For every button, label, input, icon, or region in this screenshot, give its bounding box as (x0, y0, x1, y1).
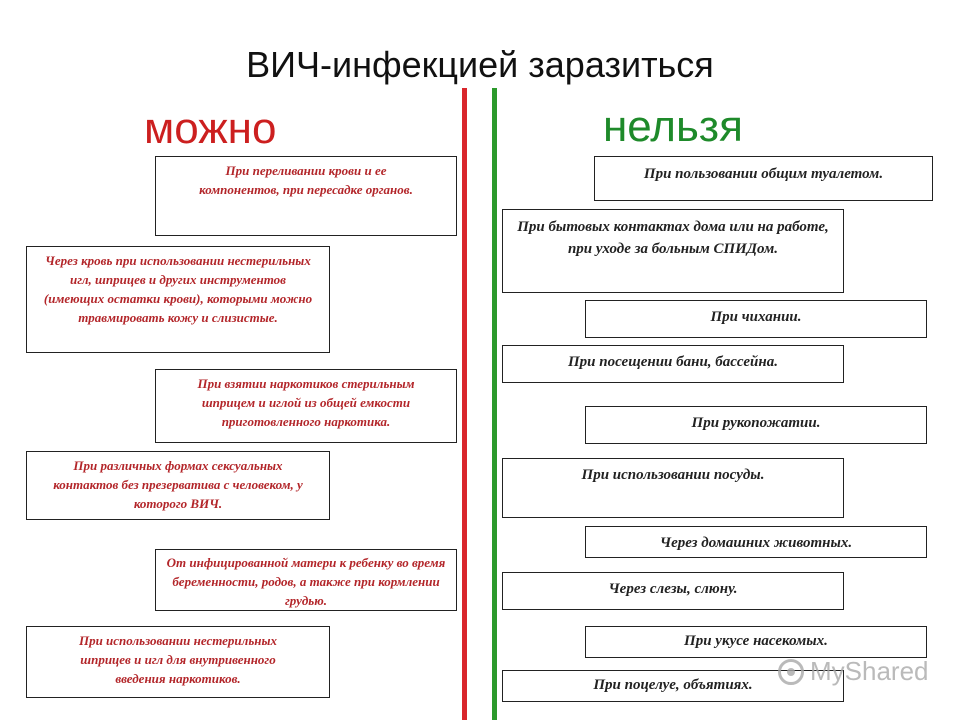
watermark (778, 656, 929, 687)
left-item-transfusion: При переливании крови и ее компонентов, при пересадке органов. (155, 156, 457, 236)
slide-title: ВИЧ-инфекцией заразиться (246, 44, 714, 85)
right-item-dishes: При использовании посуды. (502, 458, 844, 518)
right-item-sneezing: При чихании. (585, 300, 927, 338)
left-item-sexual: При различных формах сексуальных контактов без презерватива с человеком, у которого ВИЧ. (26, 451, 330, 520)
right-item-pets: Через домашних животных. (585, 526, 927, 558)
heading-can: можно (144, 104, 277, 153)
right-item-household: При бытовых контактах дома или на работе, при уходе за больным СПИДом. (502, 209, 844, 293)
left-item-mother-child: От инфицированной матери к ребенку во время беременности, родов, а также при кормлении грудью. (155, 549, 457, 611)
left-item-shared-drug: При взятии наркотиков стерильным шприцем и иглой из общей емкости приготовленного наркотика. (155, 369, 457, 443)
divider-red (462, 88, 467, 720)
right-item-toilet: При пользовании общим туалетом. (594, 156, 933, 201)
right-item-kiss-hug: При поцелуе, объятиях. (502, 670, 844, 702)
divider-green (492, 88, 497, 720)
watermark-text: MyShared (810, 656, 929, 686)
right-item-handshake: При рукопожатии. (585, 406, 927, 444)
right-item-tears-saliva: Через слезы, слюну. (502, 572, 844, 610)
heading-cannot: нельзя (603, 102, 743, 151)
left-item-needles: Через кровь при использовании нестерильных игл, шприцев и других инструментов (имеющих остатки крови), которыми можно травмировать кожу и слизистые. (26, 246, 330, 353)
watermark-logo-icon (778, 659, 804, 685)
right-item-bath-pool: При посещении бани, бассейна. (502, 345, 844, 383)
right-item-insect-bite: При укусе насекомых. (585, 626, 927, 658)
left-item-iv-drugs: При использовании нестерильных шприцев и игл для внутривенного введения наркотиков. (26, 626, 330, 698)
